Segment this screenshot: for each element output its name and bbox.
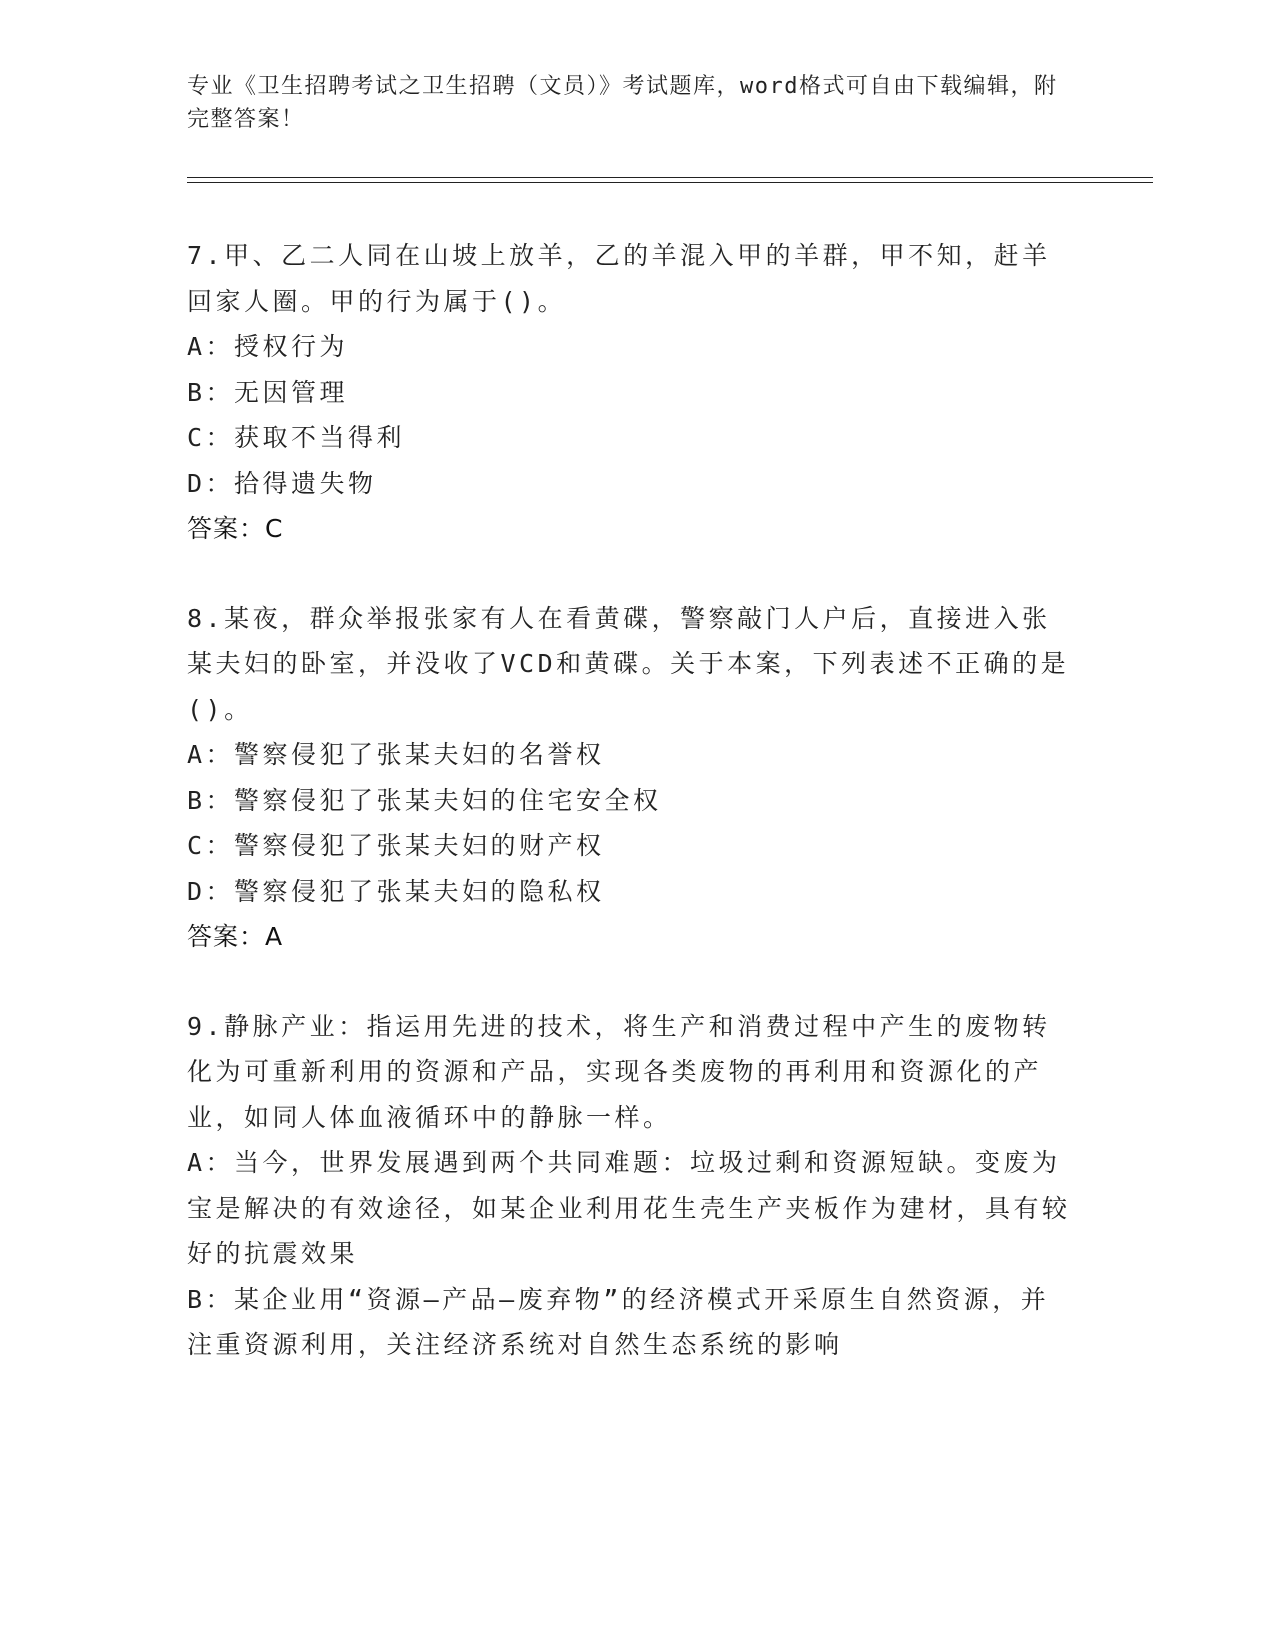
option-a: A：授权行为	[187, 332, 349, 361]
option-a: A：当今，世界发展遇到两个共同难题：垃圾过剩和资源短缺。变废为宝是解决的有效途径，如某企业利用花生壳生产夹板作为建材，具有较好的抗震效果	[187, 1148, 1071, 1268]
question-7	[187, 233, 1077, 552]
option-c: C：获取不当得利	[187, 423, 406, 452]
option-b: B：无因管理	[187, 377, 349, 407]
question-text: 8.某夜，群众举报张家有人在看黄碟，警察敲门人户后，直接进入张某夫妇的卧室，并没收了VCD和黄碟。关于本案，下列表述不正确的是()。	[187, 603, 1070, 724]
question-list	[187, 233, 1077, 1368]
question-text: 7.甲、乙二人同在山坡上放羊，乙的羊混入甲的羊群，甲不知，赶羊回家人圈。甲的行为属于()。	[187, 241, 1051, 316]
answer-label: 答案：A	[187, 922, 284, 951]
option-a: A：警察侵犯了张某夫妇的名誉权	[187, 740, 605, 769]
option-b: B：某企业用“资源—产品—废弃物”的经济模式开采原生自然资源，并注重资源利用，关注经济系统对自然生态系统的影响	[187, 1284, 1050, 1359]
question-text: 9.静脉产业：指运用先进的技术，将生产和消费过程中产生的废物转化为可重新利用的资源和产品，实现各类废物的再利用和资源化的产业，如同人体血液循环中的静脉一样。	[187, 1011, 1051, 1132]
option-c: C：警察侵犯了张某夫妇的财产权	[187, 831, 605, 860]
question-9	[187, 1004, 1077, 1368]
document-header: 专业《卫生招聘考试之卫生招聘（文员）》考试题库，word格式可自由下载编辑，附完整答案！	[187, 74, 1058, 132]
question-spacer	[187, 960, 1077, 1004]
option-d: D：警察侵犯了张某夫妇的隐私权	[187, 876, 605, 906]
header-divider-top	[187, 177, 1153, 178]
question-spacer	[187, 552, 1077, 596]
option-d: D：拾得遗失物	[187, 468, 377, 498]
answer-label: 答案：C	[187, 514, 284, 543]
option-b: B：警察侵犯了张某夫妇的住宅安全权	[187, 785, 662, 815]
question-8	[187, 596, 1077, 960]
header-divider-bottom	[187, 182, 1153, 183]
